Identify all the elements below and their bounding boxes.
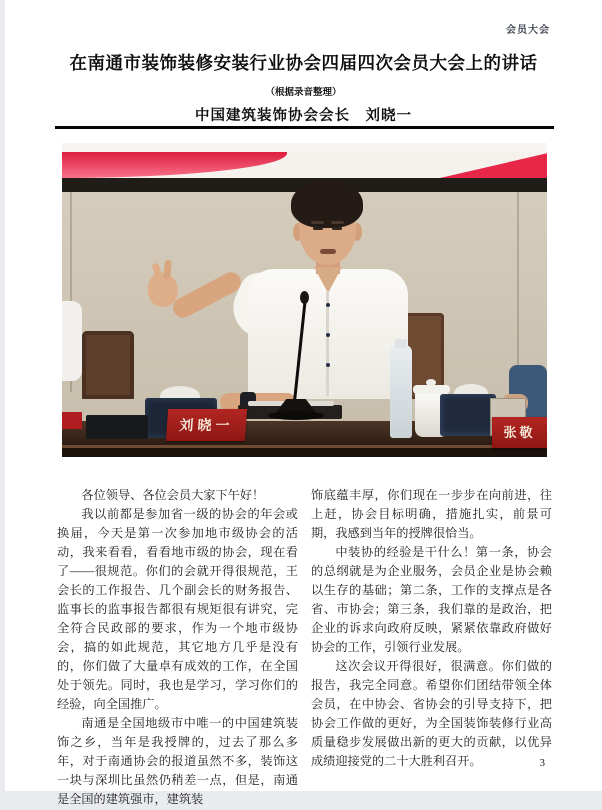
tea-cup-lid [413,385,450,394]
page-subtitle: （根据录音整理） [265,87,342,98]
water-bottle [390,345,412,438]
article-column-right [311,486,552,771]
speaker-hair [291,180,363,228]
tissue-box-right [440,394,496,436]
photo-wall-molding-right [517,192,519,392]
name-plate-zhang-jing: 张敬 [492,417,547,448]
paragraph: 南通是全国地级市中唯一的中国建筑装饰之乡，当年是我授牌的，过去了那么多年，对于南通协会的报道虽然不多，装饰这一块与深圳比虽然仍稍差一点，但是，南通是全国的建筑强市，建筑装 [57,716,298,806]
paragraph: 我以前都是参加省一级的协会的年会或换届，今天是第一次参加地市级协会的活动，我来看看，看看地市级的协会，现在看了——很规范。你们的会就开得很规范，王会长的工作报告、几个副会长的财务报告、监事长的监事报告都很有规矩很有讲究，完全符合民政部的要求，作为一个地市级协会，搞的如此规范，其它地方几乎是没有的，你们做了大量卓有成效的工作，在全国处于领先。同时，我也是学习，学习你们的经验，向全国推广。 [57,507,298,711]
speaker-eyebrow [331,221,344,224]
speaker-eye [313,227,323,230]
title-divider [55,126,554,129]
water-bottle-cap [395,339,407,348]
speaker-shirt-button [326,303,330,307]
photo-table-front [62,448,547,457]
microphone-base-plate [268,411,324,420]
speaker-mouth [320,249,336,254]
paragraph-continuation: 饰底蕴丰厚，你们现在一步步在向前进，往上赶，协会目标明确，措施扎实，前景可期，我感到当年的授牌很恰当。 [311,488,552,540]
speaker-shirt-button [326,333,330,337]
conference-photo [62,143,547,457]
article-column-left [57,486,298,809]
page-title: 在南通市装饰装修安装行业协会四届四次会员大会上的讲话 [69,53,538,73]
paragraph: 中装协的经验是干什么！第一条，协会的总纲就是为企业服务，会员企业是协会赖以生存的基础；第二条，工作的支撑点是各省、市协会；第三条，我们靠的是政治，把企业的诉求向政府反映，紧紧依靠政府做好协会的工作，引领行业发展。 [311,545,552,654]
paragraph: 各位领导、各位会员大家下午好！ [81,488,265,502]
speaker-eye [332,227,342,230]
photo-neighbor-left-shoulder [62,301,82,381]
microphone-head [300,291,309,304]
page-number: 3 [539,757,545,769]
author-line: 中国建筑装饰协会会长 刘晓一 [195,108,412,124]
tea-cup-knob [426,379,436,386]
photo-screen-top [62,143,547,152]
photo-chair-back-left [82,331,134,399]
name-plate-liu-xiaoyi: 刘晓一 [166,409,247,441]
speaker-eyebrow [311,221,324,224]
photo-album-left [86,415,148,439]
section-header-label: 会员大会 [506,25,550,36]
speaker-shirt-button [326,363,330,367]
paragraph: 这次会议开得很好，很满意。你们做的报告，我完全同意。希望你们团结带领全体会员，在中协会、省协会的引导支持下，把协会工作做的更好，为全国装饰装修行业高质量稳步发展做出新的更大的贡献，以优异成绩迎接党的二十大胜利召开。 [311,659,552,768]
photo-red-folder-left [62,412,82,429]
document-page [5,0,602,806]
